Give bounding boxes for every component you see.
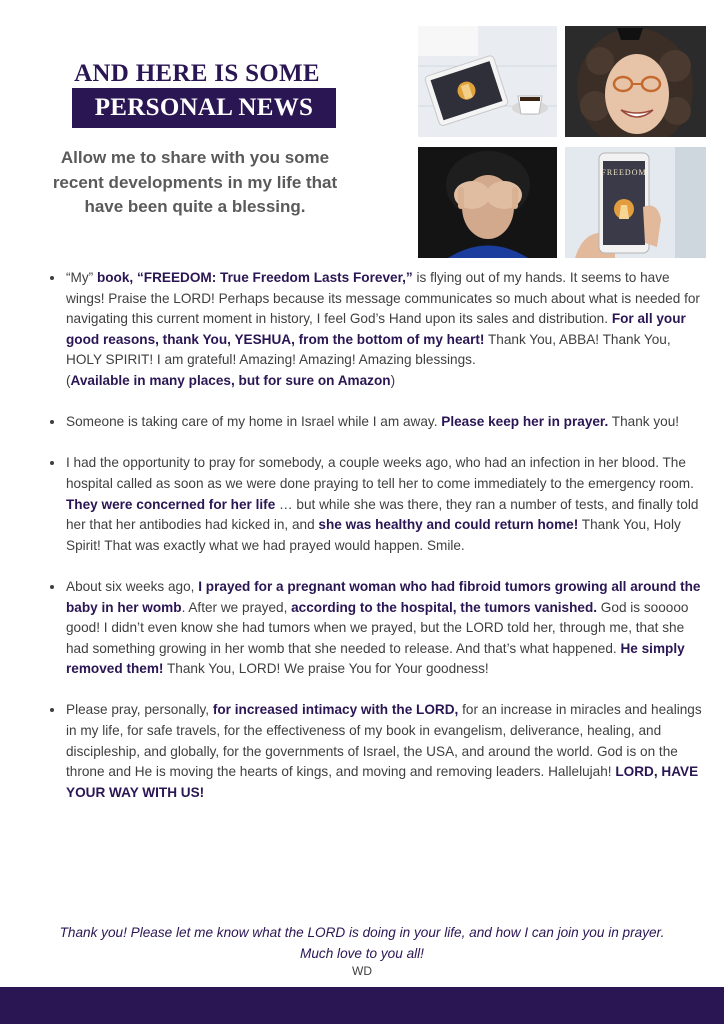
- photo-tablet-desk: [418, 26, 557, 137]
- photo-covering-eyes: [418, 147, 557, 258]
- news-item-home-israel: • Someone is taking care of my home in Israel while I am away. Please keep her in prayer. Thank you!: [65, 412, 705, 433]
- news-item-blood-infection: • I had the opportunity to pray for somebody, a couple weeks ago, who had an infection in her blood. The hospital called as soon as we were done praying to tell her to come immediately to the emergency room. They were concerned for her life … but while she was there, they ran a number of tests, and finally told her that her antibodies had kicked in, and she was healthy and could return home! Thank You, Holy Spirit! That was exactly what we had prayed would happen. Smile.: [65, 453, 705, 556]
- heading-line-1: AND HERE IS SOME: [74, 60, 320, 87]
- signature: WD: [352, 964, 372, 978]
- amazon-availability-note: Available in many places, but for sure on Amazon: [70, 372, 391, 388]
- news-item-fibroid-tumors: • About six weeks ago, I prayed for a pregnant woman who had fibroid tumors growing all around the baby in her womb. After we prayed, according to the hospital, the tumors vanished. God is sooooo good! I didn’t even know she had tumors when we prayed, but the LORD told her, through me, that she had something growing in her womb that she needed to release. And that’s what happened. He simply removed them! Thank You, LORD! We praise You for Your goodness!: [65, 577, 705, 680]
- heading-line-2-banner: PERSONAL NEWS: [72, 88, 336, 128]
- footer-bar: [0, 987, 724, 1024]
- phone-book-title: FREEDOM: [601, 168, 647, 177]
- closing-line-2: Much love to you all!: [300, 946, 424, 961]
- news-item-prayer-requests: • Please pray, personally, for increased intimacy with the LORD, for an increase in miracles and healings in my life, for safe travels, for the effectiveness of my book in evangelism, deliverance, healing, and discipleship, and globally, for the governments of Israel, the USA, and around the world. God is on the throne and He is moving the hearts of kings, and moving and removing leaders. Hallelujah! LORD, HAVE YOUR WAY WITH US!: [65, 700, 705, 803]
- intro-text: Allow me to share with you some recent developments in my life that have been quite a blessing.: [52, 148, 338, 216]
- closing-message: [30, 922, 694, 964]
- closing-line-1: Thank you! Please let me know what the LORD is doing in your life, and how I can join you in prayer.: [59, 925, 665, 940]
- photo-smiling-woman: [565, 26, 706, 137]
- news-list: [44, 268, 705, 824]
- photo-phone-book-cover: [565, 147, 706, 258]
- news-item-book: • “My” book, “FREEDOM: True Freedom Lasts Forever,” is flying out of my hands. It seems to have wings! Praise the LORD! Perhaps because its message communicates so much about what is needed for navigating this current moment in history, I feel God’s Hand upon its sales and distribution. For all your good reasons, thank You, YESHUA, from the bottom of my heart! Thank You, ABBA! Thank You, HOLY SPIRIT! I am grateful! Amazing! Amazing! Amazing blessings. (Available in many places, but for sure on Amazon): [65, 268, 705, 392]
